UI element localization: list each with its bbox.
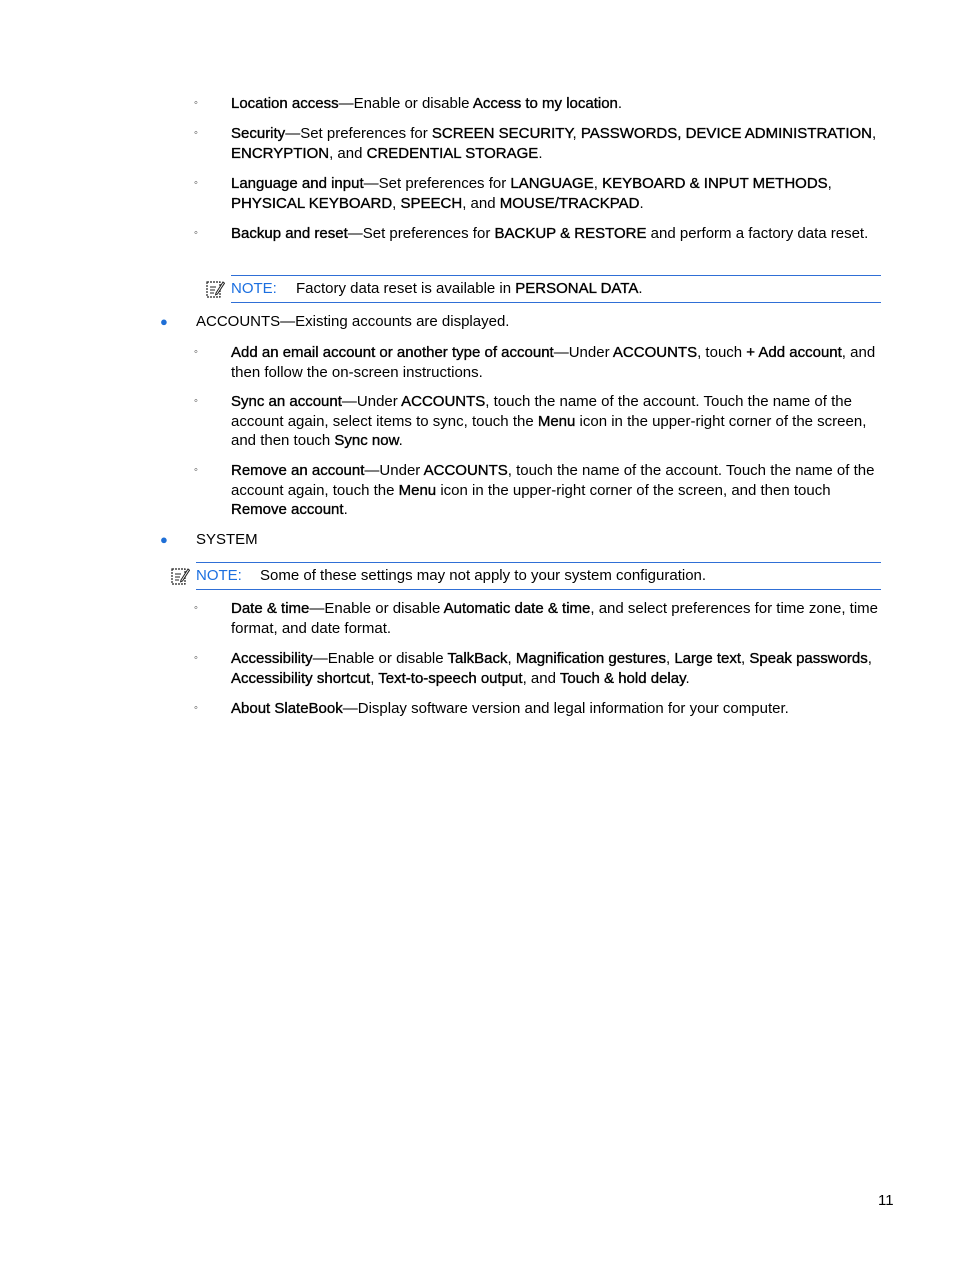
- list-item-language-input: ◦ Language and input—Set preferences for LANGUAGE, KEYBOARD & INPUT METHODS, PHYSICAL KEYBOARD, SPEECH, and MOUSE/TRACKPAD.: [194, 175, 832, 212]
- sub-bullet: ◦: [194, 395, 198, 407]
- list-item-accessibility: ◦ Accessibility—Enable or disable TalkBack, Magnification gestures, Large text, Speak passwords, Accessibility shortcut, Text-to-speech output, and Touch & hold delay.: [194, 650, 872, 687]
- list-item-accounts: ● ACCOUNTS—Existing accounts are displayed.: [160, 313, 510, 330]
- sub-bullet: ◦: [194, 177, 198, 189]
- sub-bullet: ◦: [194, 652, 198, 664]
- main-bullet: ●: [160, 532, 168, 547]
- note-icon: [205, 279, 225, 299]
- list-item-sync-account: ◦ Sync an account—Under ACCOUNTS, touch the name of the account. Touch the name of the account again, select items to sync, touch the Menu icon in the upper-right corner of the screen, and then touch Sync now.: [194, 393, 867, 449]
- list-item-add-account: ◦ Add an email account or another type of account—Under ACCOUNTS, touch + Add account, and then follow the on-screen instructions.: [194, 344, 876, 381]
- sub-bullet: ◦: [194, 127, 198, 139]
- term-date-time: Date & time: [231, 600, 310, 617]
- note-text: Factory data reset is available in PERSONAL DATA.: [296, 280, 643, 297]
- note-system-settings: [196, 562, 881, 590]
- sub-bullet: ◦: [194, 702, 198, 714]
- term-location-access: Location access: [231, 95, 339, 112]
- sub-bullet: ◦: [194, 464, 198, 476]
- list-item-system: [160, 530, 881, 550]
- list-item-about-slatebook: ◦ About SlateBook—Display software version and legal information for your computer.: [194, 700, 789, 717]
- sub-bullet: ◦: [194, 227, 198, 239]
- term-language-input: Language and input: [231, 175, 364, 192]
- note-label: NOTE:: [196, 567, 242, 584]
- sub-bullet: ◦: [194, 346, 198, 358]
- list-item-remove-account: ◦ Remove an account—Under ACCOUNTS, touch the name of the account. Touch the name of the account again, touch the Menu icon in the upper-right corner of the screen, and then touch Remove account.: [194, 462, 875, 518]
- page-number: 11: [878, 1192, 894, 1209]
- term-sync-account: Sync an account: [231, 393, 342, 410]
- note-text: Some of these settings may not apply to your system configuration.: [260, 567, 707, 584]
- main-bullet: ●: [160, 314, 168, 329]
- term-remove-account: Remove an account: [231, 462, 365, 479]
- note-label: NOTE:: [231, 280, 277, 297]
- term-security: Security: [231, 125, 286, 142]
- sub-bullet: ◦: [194, 97, 198, 109]
- term-accessibility: Accessibility: [231, 650, 313, 667]
- term-about-slatebook: About SlateBook: [231, 700, 343, 717]
- note-factory-reset: [231, 275, 881, 303]
- note-icon: [170, 566, 190, 586]
- list-item-location-access: ◦ Location access—Enable or disable Access to my location.: [194, 95, 623, 112]
- term-backup-reset: Backup and reset: [231, 225, 348, 242]
- sub-bullet: ◦: [194, 602, 198, 614]
- term-add-account: Add an email account or another type of account: [231, 344, 554, 361]
- list-item-backup-reset: ◦ Backup and reset—Set preferences for BACKUP & RESTORE and perform a factory data reset.: [194, 225, 869, 242]
- term-accounts: ACCOUNTS: [196, 313, 281, 330]
- list-item-security: ◦ Security—Set preferences for SCREEN SECURITY, PASSWORDS, DEVICE ADMINISTRATION, ENCRYPTION, and CREDENTIAL STORAGE.: [194, 125, 877, 162]
- list-item-date-time: ◦ Date & time—Enable or disable Automatic date & time, and select preferences for time zone, time format, and date format.: [194, 600, 879, 637]
- term-system: SYSTEM: [196, 531, 258, 548]
